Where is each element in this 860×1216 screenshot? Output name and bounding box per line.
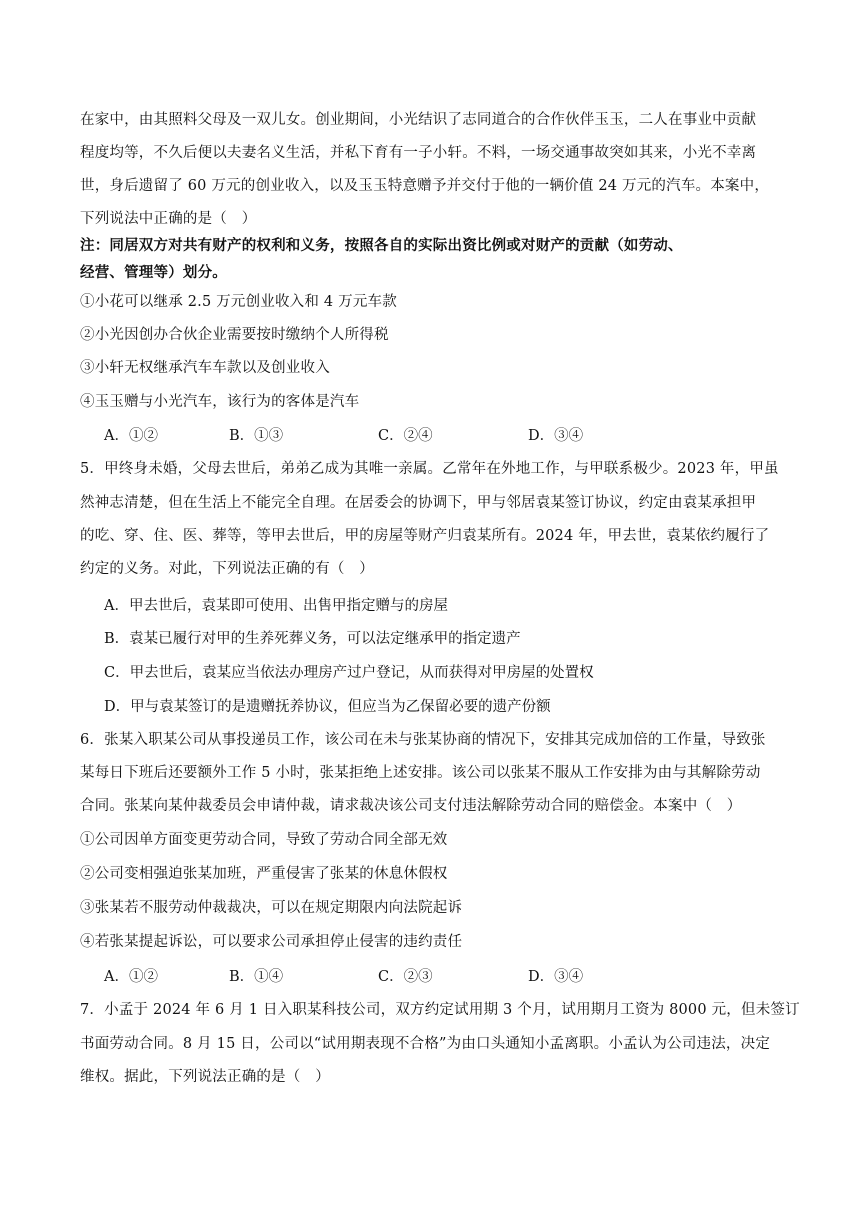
q4-statement-4: ④玉玉赠与小光汽车，该行为的客体是汽车 <box>80 394 360 410</box>
q4-note-line: 注：同居双方对共有财产的权利和义务，按照各自的实际出资比例或对财产的贡献（如劳动、 <box>80 237 683 254</box>
q5-stem-line: 的吃、穿、住、医、葬等，等甲去世后，甲的房屋等财产归袁某所有。2024 年，甲去世，袁某依约履行了 <box>80 528 770 544</box>
q6-statement-1: ①公司因单方面变更劳动合同，导致了劳动合同全部无效 <box>80 832 448 848</box>
q5-option-d: D．甲与袁某签订的是遗赠抚养协议，但应当为乙保留必要的遗产份额 <box>104 699 551 715</box>
q6-option-d: D．③④ <box>528 969 584 985</box>
q4-option-d: D．③④ <box>528 428 584 444</box>
q5-option-a: A．甲去世后，袁某即可使用、出售甲指定赠与的房屋 <box>104 598 448 614</box>
q6-option-b: B．①④ <box>229 969 284 985</box>
q6-option-c: C．②③ <box>378 969 433 985</box>
q4-stem-line: 程度均等，不久后便以夫妻名义生活，并私下育有一子小轩。不料，一场交通事故突如其来，小光不幸离 <box>80 145 757 161</box>
q4-statement-3: ③小轩无权继承汽车车款以及创业收入 <box>80 360 330 376</box>
q7-stem-line: 维权。据此，下列说法正确的是（ ） <box>80 1069 330 1085</box>
q4-option-b: B．①③ <box>229 428 284 444</box>
q4-option-c: C．②④ <box>378 428 433 444</box>
q6-stem-line: 6．张某入职某公司从事投递员工作，该公司在未与张某协商的情况下，安排其完成加倍的工作量，导致张 <box>80 732 766 748</box>
q6-statement-4: ④若张某提起诉讼，可以要求公司承担停止侵害的违约责任 <box>80 934 463 950</box>
q4-stem-line: 世，身后遗留了 60 万元的创业收入，以及玉玉特意赠予并交付于他的一辆价值 24 万元的汽车。本案中， <box>80 178 770 194</box>
q5-stem-line: 约定的义务。对此，下列说法正确的有（ ） <box>80 561 374 577</box>
q4-stem-line: 下列说法中正确的是（ ） <box>80 211 257 227</box>
q7-stem-line: 书面劳动合同。8 月 15 日，公司以“试用期表现不合格”为由口头通知小孟离职。小孟认为公司违法，决定 <box>80 1036 771 1052</box>
q5-stem-line: 然神志清楚，但在生活上不能完全自理。在居委会的协调下，甲与邻居袁某签订协议，约定由袁某承担甲 <box>80 495 757 511</box>
q4-statement-1: ①小花可以继承 2.5 万元创业收入和 4 万元车款 <box>80 294 397 310</box>
q4-note-line: 经营、管理等）划分。 <box>80 264 227 281</box>
q6-stem-line: 合同。张某向某仲裁委员会申请仲裁，请求裁决该公司支付违法解除劳动合同的赔偿金。本案中（ ） <box>80 798 742 814</box>
q4-stem-line: 在家中，由其照料父母及一双儿女。创业期间，小光结识了志同道合的合作伙伴玉玉，二人在事业中贡献 <box>80 112 757 128</box>
q4-statement-2: ②小光因创办合伙企业需要按时缴纳个人所得税 <box>80 327 389 343</box>
q6-statement-2: ②公司变相强迫张某加班，严重侵害了张某的休息休假权 <box>80 866 448 882</box>
q5-option-b: B．袁某已履行对甲的生养死葬义务，可以法定继承甲的指定遗产 <box>104 631 521 647</box>
q6-stem-line: 某每日下班后还要额外工作 5 小时，张某拒绝上述安排。该公司以张某不服从工作安排为由与其解除劳动 <box>80 765 761 781</box>
q6-statement-3: ③张某若不服劳动仲裁裁决，可以在规定期限内向法院起诉 <box>80 900 463 916</box>
q5-option-c: C．甲去世后，袁某应当依法办理房产过户登记，从而获得对甲房屋的处置权 <box>104 665 594 681</box>
q7-stem-line: 7．小孟于 2024 年 6 月 1 日入职某科技公司，双方约定试用期 3 个月，试用期月工资为 8000 元，但未签订 <box>80 1002 800 1018</box>
q5-stem-line: 5．甲终身未婚，父母去世后，弟弟乙成为其唯一亲属。乙常年在外地工作，与甲联系极少。2023 年，甲虽 <box>80 461 779 477</box>
q6-option-a: A．①② <box>104 969 158 985</box>
q4-option-a: A．①② <box>104 428 158 444</box>
